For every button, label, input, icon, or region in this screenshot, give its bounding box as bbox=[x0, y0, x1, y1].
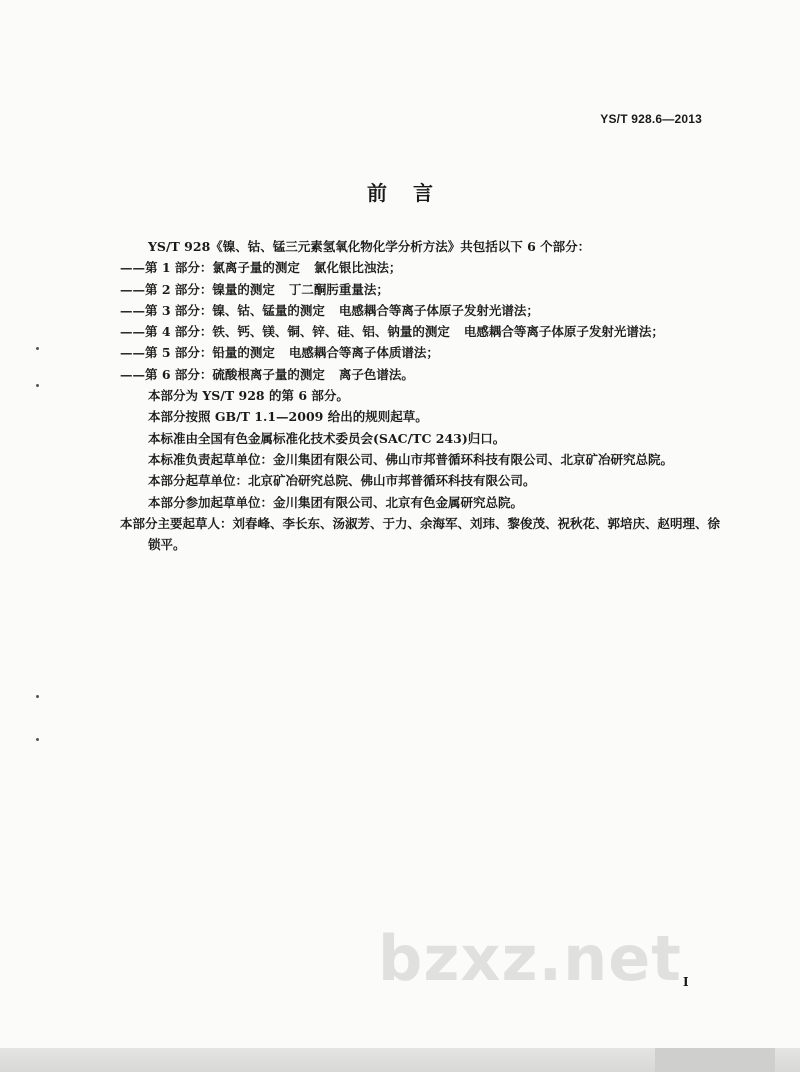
paragraph: 本部分为 YS/T 928 的第 6 部分。 bbox=[148, 388, 349, 404]
intro-line: YS/T 928《镍、钴、锰三元素氢氧化物化学分析方法》共包括以下 6 个部分： bbox=[148, 239, 591, 254]
part-item bbox=[120, 257, 720, 278]
part-label: ——第 5 部分：铅量的测定 bbox=[120, 345, 275, 361]
paragraph: 本部分参加起草单位：金川集团有限公司、北京有色金属研究总院。 bbox=[148, 494, 524, 510]
part-item bbox=[120, 342, 720, 363]
drafters-paragraph: 本部分主要起草人：刘春峰、李长东、汤淑芳、于力、余海军、刘玮、黎俊茂、祝秋花、郭培庆、赵明理、徐锁平。 bbox=[120, 515, 721, 553]
part-item bbox=[120, 300, 720, 321]
part-label: ——第 1 部分：氯离子量的测定 bbox=[120, 260, 300, 276]
watermark: bzxz.net bbox=[378, 922, 682, 995]
part-label: ——第 6 部分：硫酸根离子量的测定 bbox=[120, 366, 325, 382]
foreword-body bbox=[120, 236, 720, 555]
part-label: ——第 3 部分：镍、钴、锰量的测定 bbox=[120, 302, 325, 318]
part-label: ——第 4 部分：铁、钙、镁、铜、锌、硅、铝、钠量的测定 bbox=[120, 324, 450, 340]
paragraph: 本标准负责起草单位：金川集团有限公司、佛山市邦普循环科技有限公司、北京矿冶研究总院。 bbox=[148, 451, 674, 467]
part-method: 电感耦合等离子体质谱法； bbox=[288, 345, 439, 361]
scan-speck bbox=[36, 384, 39, 387]
part-method: 电感耦合等离子体原子发射光谱法； bbox=[338, 302, 539, 318]
page-title: 前言 bbox=[367, 181, 459, 205]
part-item bbox=[120, 279, 720, 300]
scan-speck bbox=[36, 347, 39, 350]
page-bottom-edge bbox=[0, 1048, 800, 1072]
paragraph: 本标准由全国有色金属标准化技术委员会(SAC/TC 243)归口。 bbox=[148, 430, 506, 446]
scan-speck bbox=[36, 738, 39, 741]
page-edge-tab bbox=[655, 1048, 775, 1072]
paragraph: 本部分按照 GB/T 1.1—2009 给出的规则起草。 bbox=[148, 409, 428, 425]
part-item bbox=[120, 364, 720, 385]
scan-speck bbox=[36, 695, 39, 698]
part-method: 丁二酮肟重量法； bbox=[288, 281, 389, 297]
document-code: YS/T 928.6—2013 bbox=[600, 112, 702, 126]
paragraph: 本部分起草单位：北京矿冶研究总院、佛山市邦普循环科技有限公司。 bbox=[148, 473, 536, 489]
part-method: 离子色谱法。 bbox=[338, 366, 414, 382]
part-method: 电感耦合等离子体原子发射光谱法； bbox=[463, 324, 664, 340]
part-method: 氯化银比浊法； bbox=[313, 260, 402, 276]
page-number: I bbox=[683, 975, 689, 989]
part-label: ——第 2 部分：镍量的测定 bbox=[120, 281, 275, 297]
part-item bbox=[120, 321, 720, 342]
